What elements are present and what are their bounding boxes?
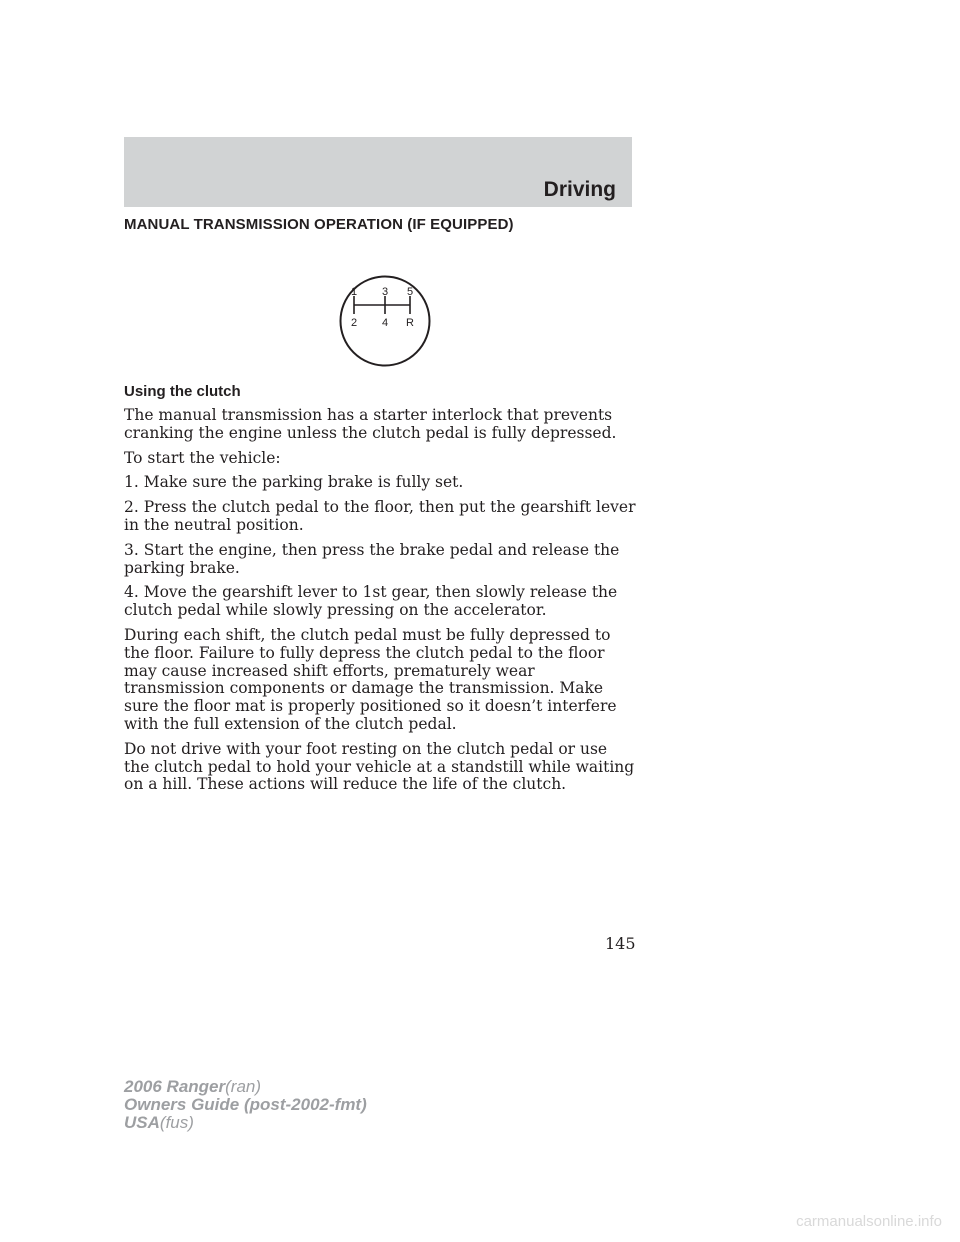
paragraph: 4. Move the gearshift lever to 1st gear, then slowly release the clutch pedal while slowly pressing on the accelerator. (124, 583, 618, 620)
sub-heading: Using the clutch (124, 383, 241, 400)
gear-label-1: 1 (350, 286, 358, 298)
footer (124, 1078, 367, 1132)
footer-market: USA (124, 1113, 160, 1132)
paragraph: Do not drive with your foot resting on the clutch pedal or use the clutch pedal to hold your vehicle at a standstill while waiting on a hill. These actions will reduce the life of the clutch. (124, 739, 635, 794)
gear-label-r: R (406, 317, 414, 329)
footer-line-1 (124, 1078, 367, 1096)
body-text (124, 407, 636, 801)
paragraph: 2. Press the clutch pedal to the floor, then put the gearshift lever in the neutral position. (124, 498, 636, 534)
page-number: 145 (605, 934, 636, 953)
main-heading: MANUAL TRANSMISSION OPERATION (IF EQUIPPED) (124, 216, 514, 233)
shift-pattern-diagram (339, 275, 431, 367)
section-header-band (124, 137, 632, 207)
footer-guide: Owners Guide (post-2002-fmt) (124, 1095, 367, 1114)
footer-line-3 (124, 1114, 367, 1132)
gear-label-5: 5 (406, 286, 414, 298)
paragraph: The manual transmission has a starter interlock that prevents cranking the engine unless the clutch pedal is fully depressed. (124, 406, 617, 442)
section-title: Driving (543, 178, 616, 201)
paragraph: 1. Make sure the parking brake is fully set. (124, 473, 464, 492)
paragraph: 3. Start the engine, then press the brake pedal and release the parking brake. (124, 540, 620, 577)
footer-line-2 (124, 1096, 367, 1114)
footer-market-code: (fus) (159, 1113, 194, 1132)
gear-label-3: 3 (381, 286, 389, 298)
footer-model: 2006 Ranger (124, 1077, 226, 1096)
watermark: carmanualsonline.info (796, 1213, 942, 1230)
footer-model-code: (ran) (225, 1077, 262, 1096)
gear-label-2: 2 (350, 317, 358, 329)
paragraph: During each shift, the clutch pedal must be fully depressed to the floor. Failure to fully depress the clutch pedal to the floor may cause increased shift efforts, prematurely wear transmission components or damage the transmission. Make sure the floor mat is properly positioned so it doesn’t interfere with the full extension of the clutch pedal. (124, 625, 617, 733)
paragraph: To start the vehicle: (124, 448, 281, 467)
gear-label-4: 4 (381, 317, 389, 329)
